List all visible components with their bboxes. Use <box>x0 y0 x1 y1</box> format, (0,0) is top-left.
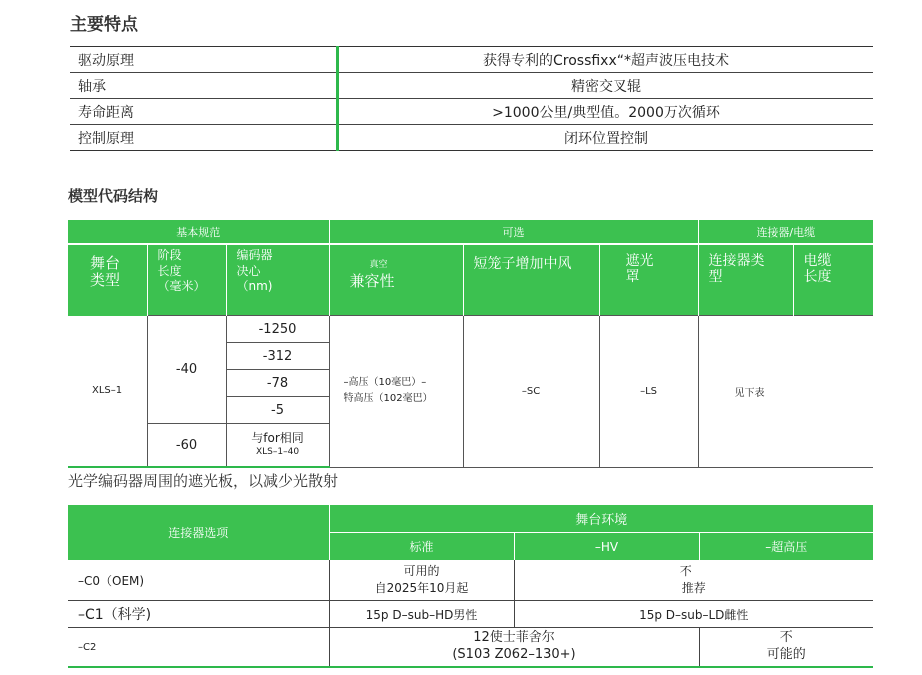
encoder-value: -5 <box>226 397 329 424</box>
table-row <box>68 560 873 601</box>
connector-c1-standard: 15p D–sub–HD男性 <box>329 601 514 628</box>
feature-value: 精密交叉辊 <box>338 73 874 99</box>
length-value: -60 <box>147 424 226 468</box>
encoder-value: -1250 <box>226 316 329 343</box>
feature-value: 获得专利的Crossfixx“*超声波压电技术 <box>338 47 874 73</box>
caption-text: 光学编码器周围的遮光板，以减少光散射 <box>68 472 339 490</box>
table-row <box>70 47 873 73</box>
model-code-title: 模型代码结构 <box>68 187 159 205</box>
header-connector-type: 连接器类 型 <box>698 244 793 316</box>
vacuum-options: –高压（10毫巴）– 特高压（102毫巴） <box>329 316 463 468</box>
slider-option: –SC <box>463 316 599 468</box>
connector-c0-other: 不 推荐 <box>514 560 873 601</box>
env-standard: 标准 <box>329 533 514 561</box>
feature-key: 寿命距离 <box>70 99 338 125</box>
table-header-row <box>68 505 873 533</box>
connector-c0-standard: 可用的 自2025年10月起 <box>329 560 514 601</box>
feature-value: 闭环位置控制 <box>338 125 874 151</box>
feature-value: >1000公里/典型值。2000万次循环 <box>338 99 874 125</box>
header-vacuum-small: 真空 <box>369 260 388 270</box>
table-row <box>68 601 873 628</box>
header-vacuum-label: 兼容性 <box>349 272 395 290</box>
table-row <box>68 628 873 668</box>
connector-label: –C0（OEM) <box>68 560 329 601</box>
group-optional: 可选 <box>329 220 698 244</box>
header-length: 阶段 长度 （毫米） <box>147 244 226 316</box>
connector-option: 见下表 <box>698 316 873 468</box>
header-stage-env: 舞台环境 <box>329 505 873 533</box>
header-cable-length: 电缆 长度 <box>793 244 873 316</box>
features-title: 主要特点 <box>70 15 138 35</box>
encoder-value: -312 <box>226 343 329 370</box>
connector-c2-uhv: 不 可能的 <box>699 628 873 668</box>
shade-option: –LS <box>599 316 698 468</box>
sub-header-row <box>68 244 873 316</box>
features-table <box>70 46 873 151</box>
table-row <box>70 125 873 151</box>
model-code-table <box>68 220 873 468</box>
encoder-same-line2: XLS–1–40 <box>255 446 300 457</box>
group-header-row <box>68 220 873 244</box>
connector-label: –C2 <box>68 628 329 668</box>
encoder-value: -78 <box>226 370 329 397</box>
header-vacuum <box>329 244 463 316</box>
connector-table <box>68 505 873 668</box>
table-row <box>70 99 873 125</box>
group-connector: 连接器/电缆 <box>698 220 873 244</box>
connector-label: –C1（科学) <box>68 601 329 628</box>
table-row <box>68 316 873 343</box>
feature-key: 控制原理 <box>70 125 338 151</box>
header-encoder: 编码器 决心 （nm) <box>226 244 329 316</box>
env-hv: –HV <box>514 533 699 561</box>
header-stage-type: 舞台 类型 <box>68 244 147 316</box>
length-value: -40 <box>147 316 226 424</box>
encoder-same-line1: 与for相同 <box>251 431 304 446</box>
group-basic: 基本规范 <box>68 220 329 244</box>
feature-key: 轴承 <box>70 73 338 99</box>
connector-c1-other: 15p D–sub–LD雌性 <box>514 601 873 628</box>
header-shade: 遮光 罩 <box>599 244 698 316</box>
header-connector-option: 连接器选项 <box>68 505 329 560</box>
connector-c2-main: 12使士菲舍尔 (S103 Z062–130+) <box>329 628 699 668</box>
feature-key: 驱动原理 <box>70 47 338 73</box>
env-uhv: –超高压 <box>699 533 873 561</box>
header-slider: 短笼子增加中风 <box>463 244 599 316</box>
stage-type-value: XLS–1 <box>68 316 147 468</box>
table-row <box>70 73 873 99</box>
encoder-same <box>226 424 329 468</box>
